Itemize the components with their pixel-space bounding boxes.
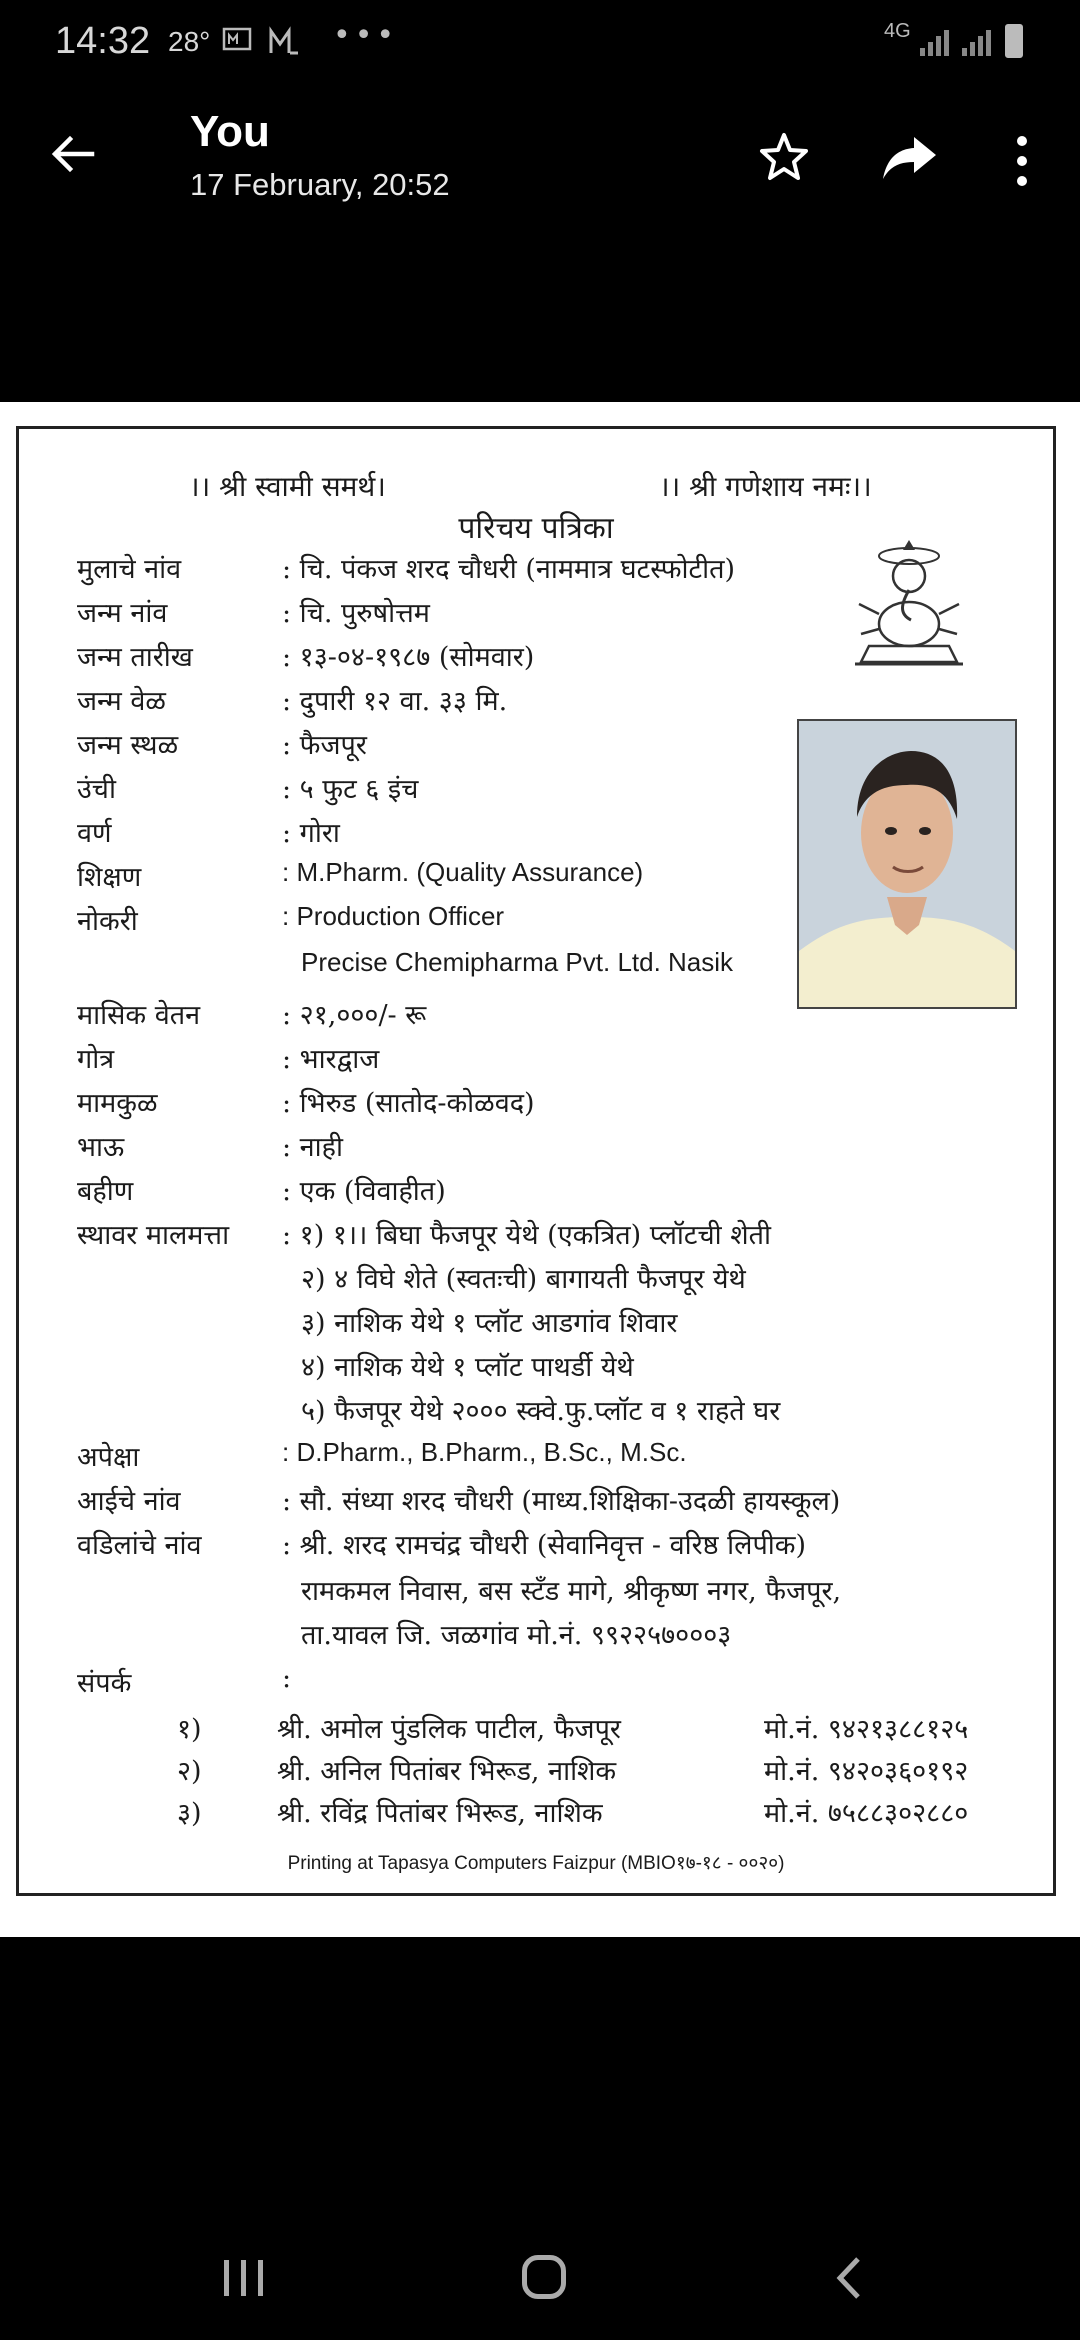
share-icon[interactable]: [880, 133, 940, 183]
field-education: शिक्षण : M.Pharm. (Quality Assurance): [77, 857, 644, 893]
sender-title: You: [190, 107, 270, 156]
back-icon[interactable]: [48, 129, 98, 179]
biodata-card: [16, 426, 1056, 1896]
field-height: उंची : ५ फुट ६ इंच: [77, 774, 419, 805]
field-job-company: Precise Chemipharma Pvt. Ltd. Nasik: [301, 947, 734, 977]
back-nav-icon[interactable]: [830, 2255, 870, 2301]
field-property: स्थावर मालमत्ता : १) १।। बिघा फैजपूर येथे (एकत्रित) प्लॉटची शेती: [77, 1220, 771, 1251]
header-right: ।। श्री गणेशाय नमः।।: [659, 470, 872, 503]
signal-icon: [918, 26, 952, 56]
field-address: रामकमल निवास, बस स्टँड मागे, श्रीकृष्ण नगर, फैजपूर,: [301, 1576, 842, 1607]
field-property-2: २) ४ विघे शेते (स्वतःची) बागायती फैजपूर येथे: [301, 1264, 746, 1295]
field-birth-place: जन्म स्थळ : फैजपूर: [77, 730, 367, 761]
signal-icon-2: [960, 26, 994, 56]
app-bar: [0, 95, 1080, 215]
status-bar: [0, 0, 1080, 90]
field-job: नोकरी : Production Officer: [77, 901, 505, 937]
mail-icon: [222, 26, 252, 59]
more-options-icon[interactable]: [1010, 133, 1034, 189]
field-expectation: अपेक्षा : D.Pharm., B.Pharm., B.Sc., M.Sc.: [77, 1437, 687, 1473]
field-property-5: ५) फैजपूर येथे २००० स्क्वे.फु.प्लॉट व १ राहते घर: [301, 1396, 781, 1427]
field-mother-name: आईचे नांव : सौ. संध्या शरद चौधरी (माध्य.शिक्षिका-उदळी हायस्कूल): [77, 1486, 841, 1517]
contact-row: २) श्री. अनिल पितांबर भिरूड, नाशिक मो.नं. ९४२०३६०१९२: [177, 1756, 969, 1787]
field-mamkul: मामकुळ : भिरुड (सातोद-कोळवद): [77, 1088, 535, 1119]
status-time: 14:32: [55, 20, 151, 62]
recent-apps-icon[interactable]: [222, 2260, 266, 2296]
field-property-4: ४) नाशिक येथे १ प्लॉट पाथर्डी येथे: [301, 1352, 634, 1383]
field-salary: मासिक वेतन : २१,०००/- रू: [77, 1000, 427, 1031]
navigation-bar: [0, 2200, 1080, 2340]
message-timestamp: 17 February, 20:52: [190, 167, 450, 202]
field-birth-date: जन्म तारीख : १३-०४-१९८७ (सोमवार): [77, 642, 535, 673]
field-sister: बहीण : एक (विवाहीत): [77, 1176, 446, 1207]
status-temperature: 28°: [168, 26, 211, 57]
field-complexion: वर्ण : गोरा: [77, 818, 340, 849]
document-title: परिचय पत्रिका: [458, 511, 614, 546]
contact-row: १) श्री. अमोल पुंडलिक पाटील, फैजपूर मो.नं. ९४२१३८८१२५: [177, 1714, 969, 1745]
field-property-3: ३) नाशिक येथे १ प्लॉट आडगांव शिवार: [301, 1308, 678, 1339]
more-notifications-icon: •••: [333, 18, 399, 53]
header-left: ।। श्री स्वामी समर्थ।: [189, 470, 386, 503]
field-father-name: वडिलांचे नांव : श्री. शरद रामचंद्र चौधरी (सेवानिवृत्त - वरिष्ठ लिपीक): [77, 1530, 807, 1561]
network-type: 4G: [884, 20, 911, 42]
document-image[interactable]: [0, 402, 1080, 1937]
contact-row: ३) श्री. रविंद्र पितांबर भिरूड, नाशिक मो.नं. ७५८८३०२८८०: [177, 1798, 969, 1829]
field-birth-name: जन्म नांव : चि. पुरुषोत्तम: [77, 598, 430, 629]
battery-icon: [1005, 24, 1023, 58]
star-icon[interactable]: [756, 129, 816, 185]
field-contact: संपर्क :: [77, 1663, 292, 1699]
print-footer: Printing at Tapasya Computers Faizpur (MBIO१७-१८ - ००२०): [287, 1853, 785, 1874]
field-brother: भाऊ : नाही: [77, 1132, 343, 1163]
news-icon: [268, 26, 302, 63]
field-address-2: ता.यावल जि. जळगांव मो.नं. ९९२२५७०००३: [301, 1620, 732, 1651]
field-name: मुलाचे नांव : चि. पंकज शरद चौधरी (नाममात्र घटस्फोटीत): [77, 554, 736, 585]
field-gotra: गोत्र : भारद्वाज: [77, 1044, 380, 1075]
field-birth-time: जन्म वेळ : दुपारी १२ वा. ३३ मि.: [77, 686, 508, 717]
home-icon[interactable]: [522, 2255, 566, 2299]
